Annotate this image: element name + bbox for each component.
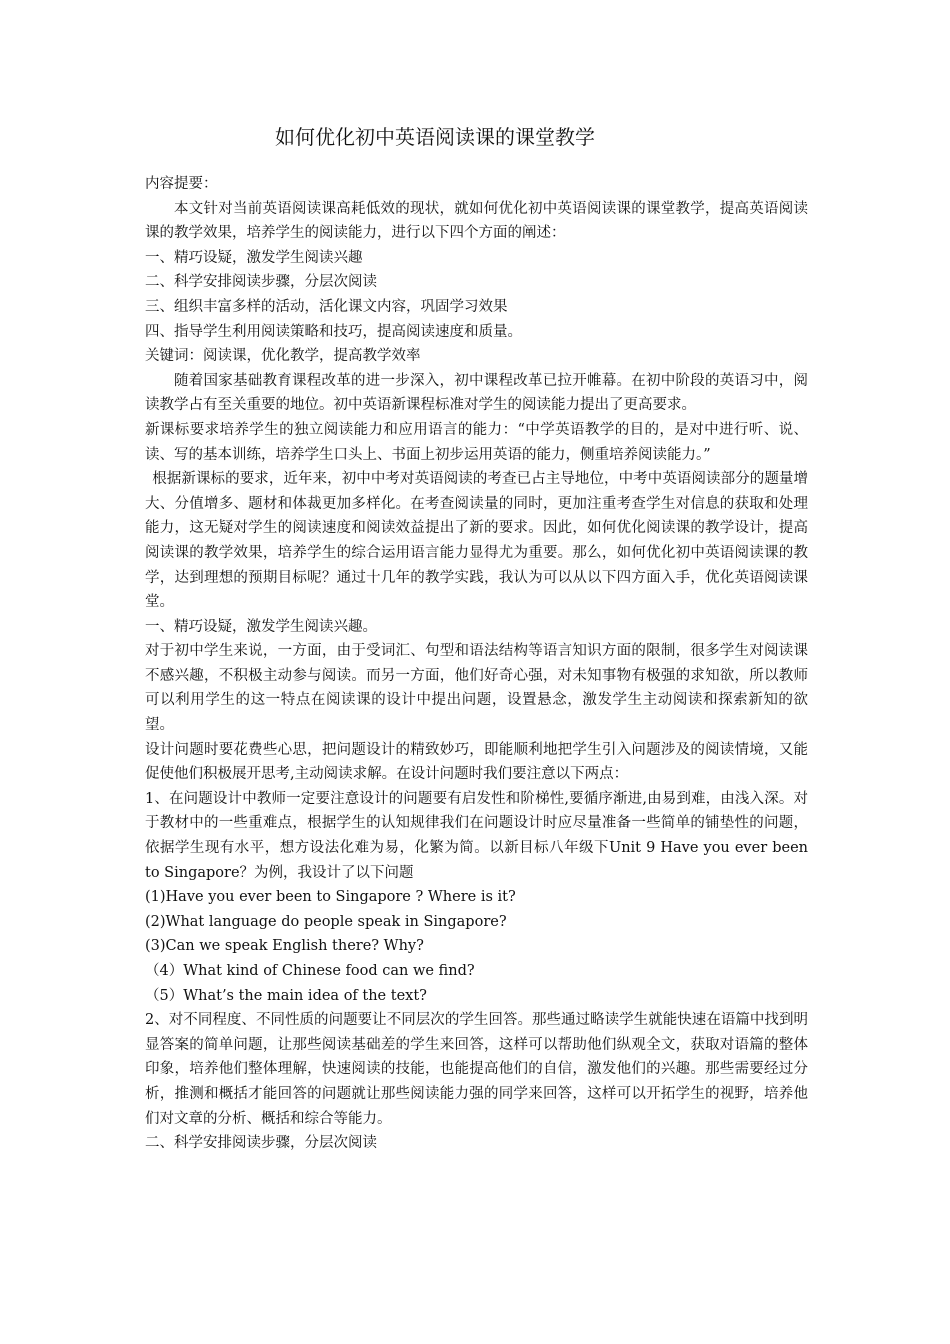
paragraph: （5）What’s the main idea of the text? — [145, 987, 427, 1004]
paragraph: 一、精巧设疑，激发学生阅读兴趣。 — [145, 618, 377, 635]
paragraph: 新课标要求培养学生的独立阅读能力和应用语言的能力：“中学英语教学的目的，是对中进行听、说、读、写的基本训练，培养学生口头上、书面上初步运用英语的能力，侧重培养阅读能力。” — [145, 421, 808, 463]
paragraph: (1)Have you ever been to Singapore ? Where is it? — [145, 889, 516, 906]
paragraph: 三、组织丰富多样的活动，活化课文内容，巩固学习效果 — [145, 298, 508, 315]
paragraph: 四、指导学生利用阅读策略和技巧，提高阅读速度和质量。 — [145, 323, 522, 340]
document-title: 如何优化初中英语阅读课的课堂教学 — [275, 125, 595, 149]
paragraph: 2、对不同程度、不同性质的问题要让不同层次的学生回答。那些通过略读学生就能快速在语篇中找到明显答案的简单问题，让那些阅读基础差的学生来回答，这样可以帮助他们纵观全文，获取对语篇的整体印象，培养他们整体理解，快速阅读的技能，也能提高他们的自信，激发他们的兴趣。那些需要经过分析，推测和概括才能回答的问题就让那些阅读能力强的同学来回答，这样可以开拓学生的视野，培养他们对文章的分析、概括和综合等能力。 — [145, 1012, 808, 1127]
paragraph: 二、科学安排阅读步骤，分层次阅读 — [145, 1135, 377, 1152]
document-body — [145, 172, 808, 1156]
paragraph: 本文针对当前英语阅读课高耗低效的现状，就如何优化初中英语阅读课的课堂教学，提高英语阅读课的教学效果，培养学生的阅读能力，进行以下四个方面的阐述： — [145, 200, 808, 242]
paragraph: 内容提要： — [145, 176, 218, 192]
paragraph: （4）What kind of Chinese food can we find? — [145, 963, 475, 979]
paragraph: 对于初中学生来说，一方面，由于受词汇、句型和语法结构等语言知识方面的限制，很多学生对阅读课不感兴趣，不积极主动参与阅读。而另一方面，他们好奇心强，对未知事物有极强的求知欲，所以教师可以利用学生的这一特点在阅读课的设计中提出问题，设置悬念，激发学生主动阅读和探索新知的欲望。 — [145, 643, 808, 734]
paragraph: 设计问题时要花费些心思，把问题设计的精致妙巧，即能顺利地把学生引入问题涉及的阅读情境，又能促使他们积极展开思考,主动阅读求解。在设计问题时我们要注意以下两点： — [145, 741, 808, 783]
paragraph: (3)Can we speak English there? Why? — [145, 938, 424, 955]
paragraph: 随着国家基础教育课程改革的进一步深入，初中课程改革已拉开帷幕。在初中阶段的英语习中，阅读教学占有至关重要的地位。初中英语新课程标准对学生的阅读能力提出了更高要求。 — [145, 372, 808, 414]
paragraph: 1、在问题设计中教师一定要注意设计的问题要有启发性和阶梯性,要循序渐进,由易到难，由浅入深。对于教材中的一些重难点，根据学生的认知规律我们在问题设计时应尽量准备一些简单的铺垫性的问题，依据学生现有水平，想方设法化难为易，化繁为简。以新目标八年级下Unit 9 Have you ever been to Singapore？为例，我设计了以下问题 — [145, 790, 808, 881]
paragraph: 根据新课标的要求，近年来，初中中考对英语阅读的考查已占主导地位，中考中英语阅读部分的题量增大、分值增多、题材和体裁更加多样化。在考查阅读量的同时，更加注重考查学生对信息的获取和处理能力，这无疑对学生的阅读速度和阅读效益提出了新的要求。因此，如何优化阅读课的教学设计，提高阅读课的教学效果，培养学生的综合运用语言能力显得尤为重要。那么，如何优化初中英语阅读课的教学，达到理想的预期目标呢？通过十几年的教学实践，我认为可以从以下四方面入手，优化英语阅读课堂。 — [145, 471, 808, 611]
paragraph: (2)What language do people speak in Singapore? — [145, 913, 507, 930]
paragraph: 一、精巧设疑，激发学生阅读兴趣 — [145, 249, 363, 266]
paragraph: 关键词：阅读课，优化教学，提高教学效率 — [145, 348, 421, 365]
paragraph: 二、科学安排阅读步骤，分层次阅读 — [145, 274, 377, 291]
